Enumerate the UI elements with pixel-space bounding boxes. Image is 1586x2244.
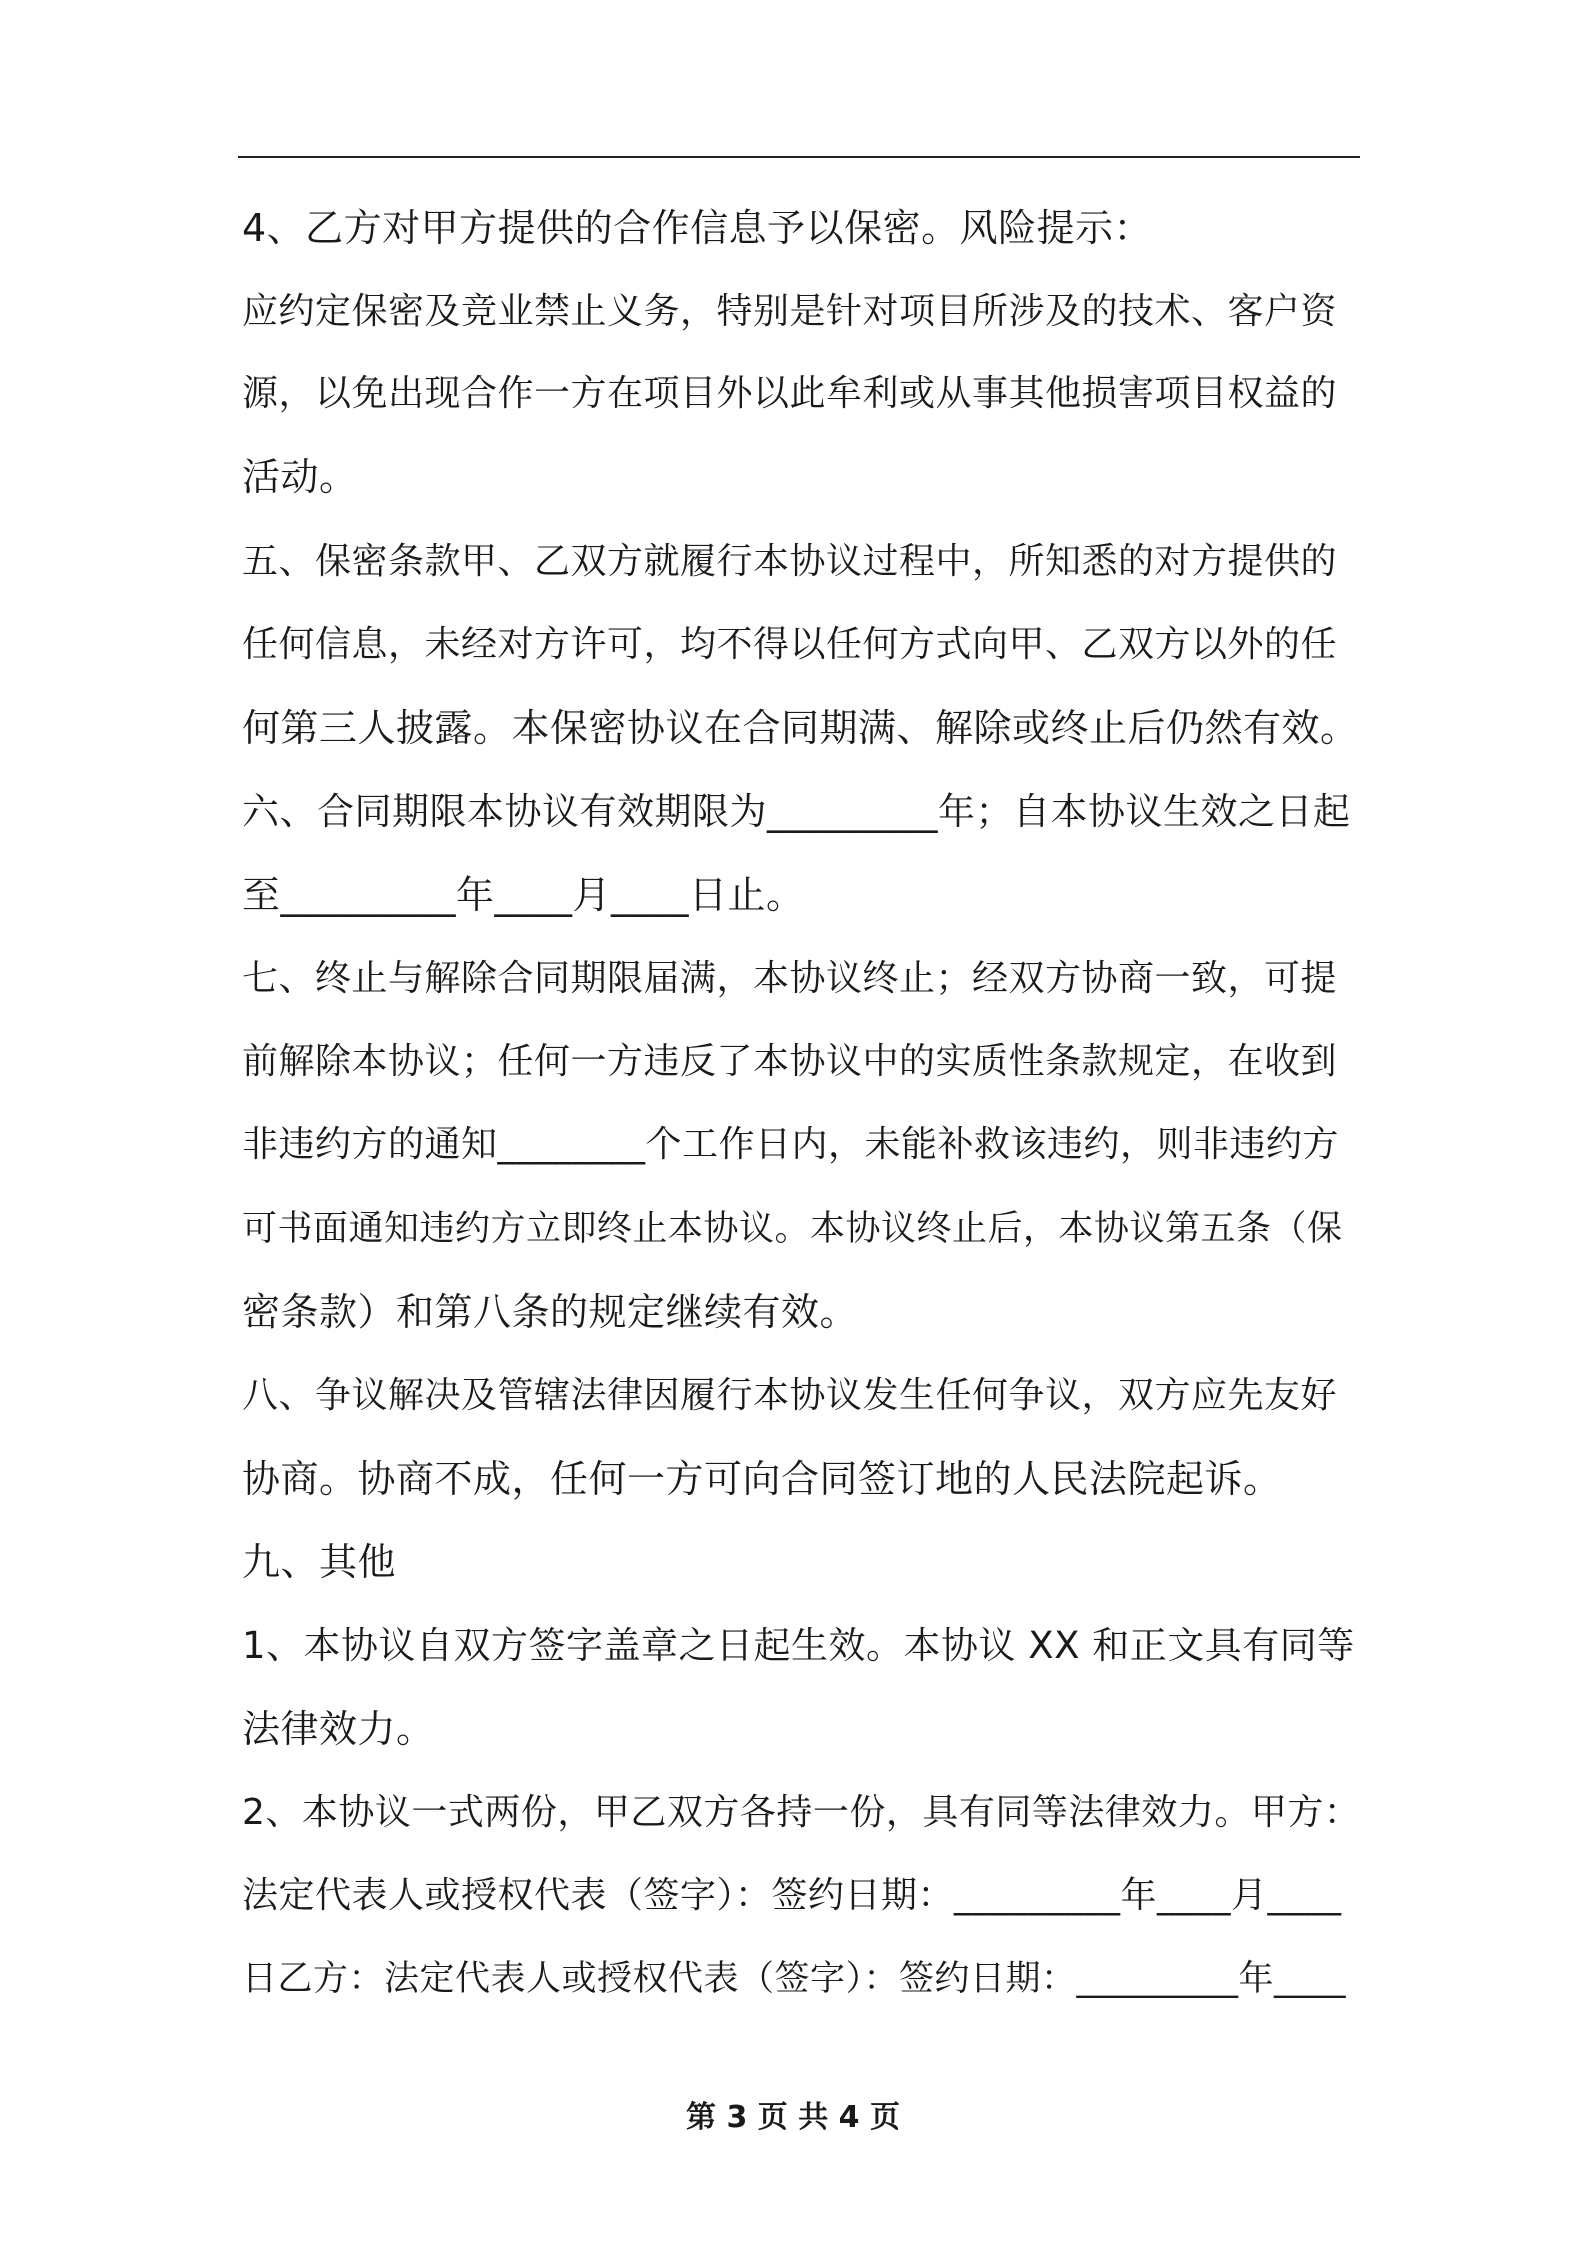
text-line: 非违约方的通知________个工作日内，未能补救该违约，则非违约方 <box>242 1124 1340 1165</box>
text-line: 源，以免出现合作一方在项目外以此牟利或从事其他损害项目权益的 <box>242 373 1338 414</box>
text-line: 至_________年____月____日止。 <box>242 873 805 917</box>
text-line: 日乙方：法定代表人或授权代表（签字）：签约日期：_________年____ <box>242 1959 1347 1999</box>
text-line: 五、保密条款甲、乙双方就履行本协议过程中，所知悉的对方提供的 <box>242 541 1338 582</box>
text-line: 应约定保密及竞业禁止义务，特别是针对项目所涉及的技术、客户资 <box>242 291 1338 332</box>
text-line: 九、其他 <box>242 1540 397 1584</box>
text-line: 1、本协议自双方签字盖章之日起生效。本协议 XX 和正文具有同等 <box>242 1624 1355 1667</box>
page-number-footer: 第 3 页 共 4 页 <box>686 2100 900 2135</box>
text-line: 4、乙方对甲方提供的合作信息予以保密。风险提示： <box>242 206 1153 250</box>
text-line: 2、本协议一式两份，甲乙双方各持一份，具有同等法律效力。甲方： <box>242 1792 1361 1833</box>
text-line: 前解除本协议；任何一方违反了本协议中的实质性条款规定，在收到 <box>242 1041 1338 1082</box>
text-line: 协商。协商不成，任何一方可向合同签订地的人民法院起诉。 <box>242 1457 1282 1501</box>
text-line: 七、终止与解除合同期限届满，本协议终止；经双方协商一致，可提 <box>242 958 1338 999</box>
text-line: 六、合同期限本协议有效期限为_________年；自本协议生效之日起 <box>242 790 1351 833</box>
text-line: 活动。 <box>242 455 358 499</box>
text-line: 任何信息，未经对方许可，均不得以任何方式向甲、乙双方以外的任 <box>242 624 1338 665</box>
text-line: 密条款）和第八条的规定继续有效。 <box>242 1290 859 1334</box>
text-line: 法定代表人或授权代表（签字）：签约日期：_________年____月____ <box>242 1875 1342 1916</box>
text-line: 可书面通知违约方立即终止本协议。本协议终止后，本协议第五条（保 <box>242 1209 1343 1249</box>
text-line: 何第三人披露。本保密协议在合同期满、解除或终止后仍然有效。 <box>242 706 1359 750</box>
text-line: 法律效力。 <box>242 1707 435 1751</box>
header-rule <box>238 156 1360 158</box>
text-line: 八、争议解决及管辖法律因履行本协议发生任何争议，双方应先友好 <box>242 1375 1338 1416</box>
